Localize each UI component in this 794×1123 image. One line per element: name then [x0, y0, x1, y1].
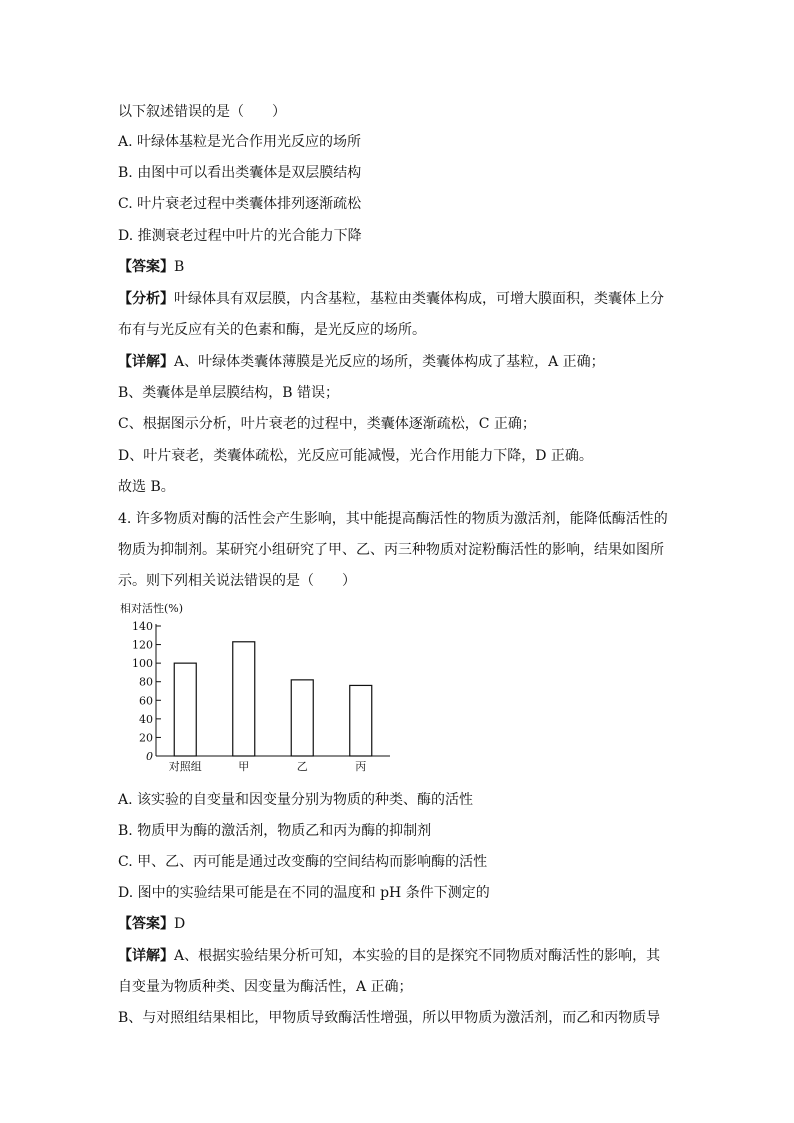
q3-option-c: C. 叶片衰老过程中类囊体排列逐渐疏松 — [118, 196, 362, 212]
q3-option-d: D. 推测衰老过程中叶片的光合能力下降 — [118, 228, 362, 244]
y-tick-label: 120 — [132, 638, 153, 652]
detail-label: 【详解】 — [118, 948, 174, 964]
x-tick-label: 甲 — [238, 760, 250, 773]
q3-option-b: B. 由图中可以看出类囊体是双层膜结构 — [118, 165, 362, 181]
answer-label: 【答案】 — [118, 259, 174, 275]
q4-stem-2: 物质为抑制剂。某研究小组研究了甲、乙、丙三种物质对淀粉酶活性的影响，结果如图所 — [118, 542, 664, 558]
answer-label: 【答案】 — [118, 916, 174, 932]
q4-answer — [118, 914, 185, 934]
x-tick-label: 丙 — [355, 760, 367, 773]
detail-text-c: C、根据图示分析，叶片衰老的过程中，类囊体逐渐疏松，C 正确； — [118, 416, 536, 432]
detail-text-1: A、根据实验结果分析可知，本实验的目的是探究不同物质对酶活性的影响，其 — [174, 948, 661, 964]
q4-stem-1: 4. 许多物质对酶的活性会产生影响，其中能提高酶活性的物质为激活剂，能降低酶活性的 — [118, 511, 668, 527]
x-tick-label: 乙 — [296, 760, 308, 773]
detail-label: 【详解】 — [118, 354, 174, 370]
bar — [233, 642, 255, 756]
q4-stem-3: 示。则下列相关说法错误的是（ ） — [118, 573, 356, 589]
q3-answer — [118, 257, 184, 277]
bar — [174, 663, 196, 756]
bar — [350, 685, 372, 756]
analysis-text-1: 叶绿体具有双层膜，内含基粒，基粒由类囊体构成，可增大膜面积，类囊体上分 — [174, 291, 664, 307]
q3-option-a: A. 叶绿体基粒是光合作用光反应的场所 — [118, 134, 362, 150]
q4-option-d: D. 图中的实验结果可能是在不同的温度和 pH 条件下测定的 — [118, 885, 490, 901]
q3-analysis — [118, 289, 664, 309]
y-axis-label: 相对活性(%) — [120, 602, 184, 615]
bar — [291, 680, 313, 756]
q4-detail — [118, 946, 660, 966]
y-tick-label: 60 — [139, 694, 153, 708]
y-tick-label: 20 — [139, 731, 153, 745]
q4-option-b: B. 物质甲为酶的激活剂，物质乙和丙为酶的抑制剂 — [118, 823, 432, 839]
detail-text-3: B、与对照组结果相比，甲物质导致酶活性增强，所以甲物质为激活剂，而乙和丙物质导 — [118, 1010, 661, 1026]
question-intro: 以下叙述错误的是（ ） — [118, 104, 286, 120]
q4-option-a: A. 该实验的自变量和因变量分别为物质的种类、酶的活性 — [118, 792, 474, 808]
q4-option-c: C. 甲、乙、丙可能是通过改变酶的空间结构而影响酶的活性 — [118, 854, 488, 870]
y-tick-label: 100 — [132, 657, 153, 671]
detail-conclusion: 故选 B。 — [118, 479, 175, 495]
detail-text-b: B、类囊体是单层膜结构，B 错误； — [118, 385, 340, 401]
q3-detail — [118, 352, 605, 372]
x-tick-label: 对照组 — [168, 760, 202, 773]
answer-value: B — [174, 259, 185, 275]
answer-value: D — [174, 916, 186, 932]
enzyme-activity-bar-chart — [118, 598, 398, 778]
y-tick-label: 80 — [139, 675, 153, 689]
analysis-text-2: 布有与光反应有关的色素和酶，是光反应的场所。 — [118, 322, 426, 338]
detail-text-d: D、叶片衰老，类囊体疏松，光反应可能减慢，光合作用能力下降，D 正确。 — [118, 448, 593, 464]
detail-text-a: A、叶绿体类囊体薄膜是光反应的场所，类囊体构成了基粒，A 正确； — [174, 354, 605, 370]
y-tick-label: 140 — [132, 620, 153, 633]
y-tick-label: 0 — [146, 750, 153, 763]
y-tick-label: 40 — [139, 712, 153, 726]
analysis-label: 【分析】 — [118, 291, 174, 307]
detail-text-2: 自变量为物质种类、因变量为酶活性，A 正确； — [118, 979, 413, 995]
